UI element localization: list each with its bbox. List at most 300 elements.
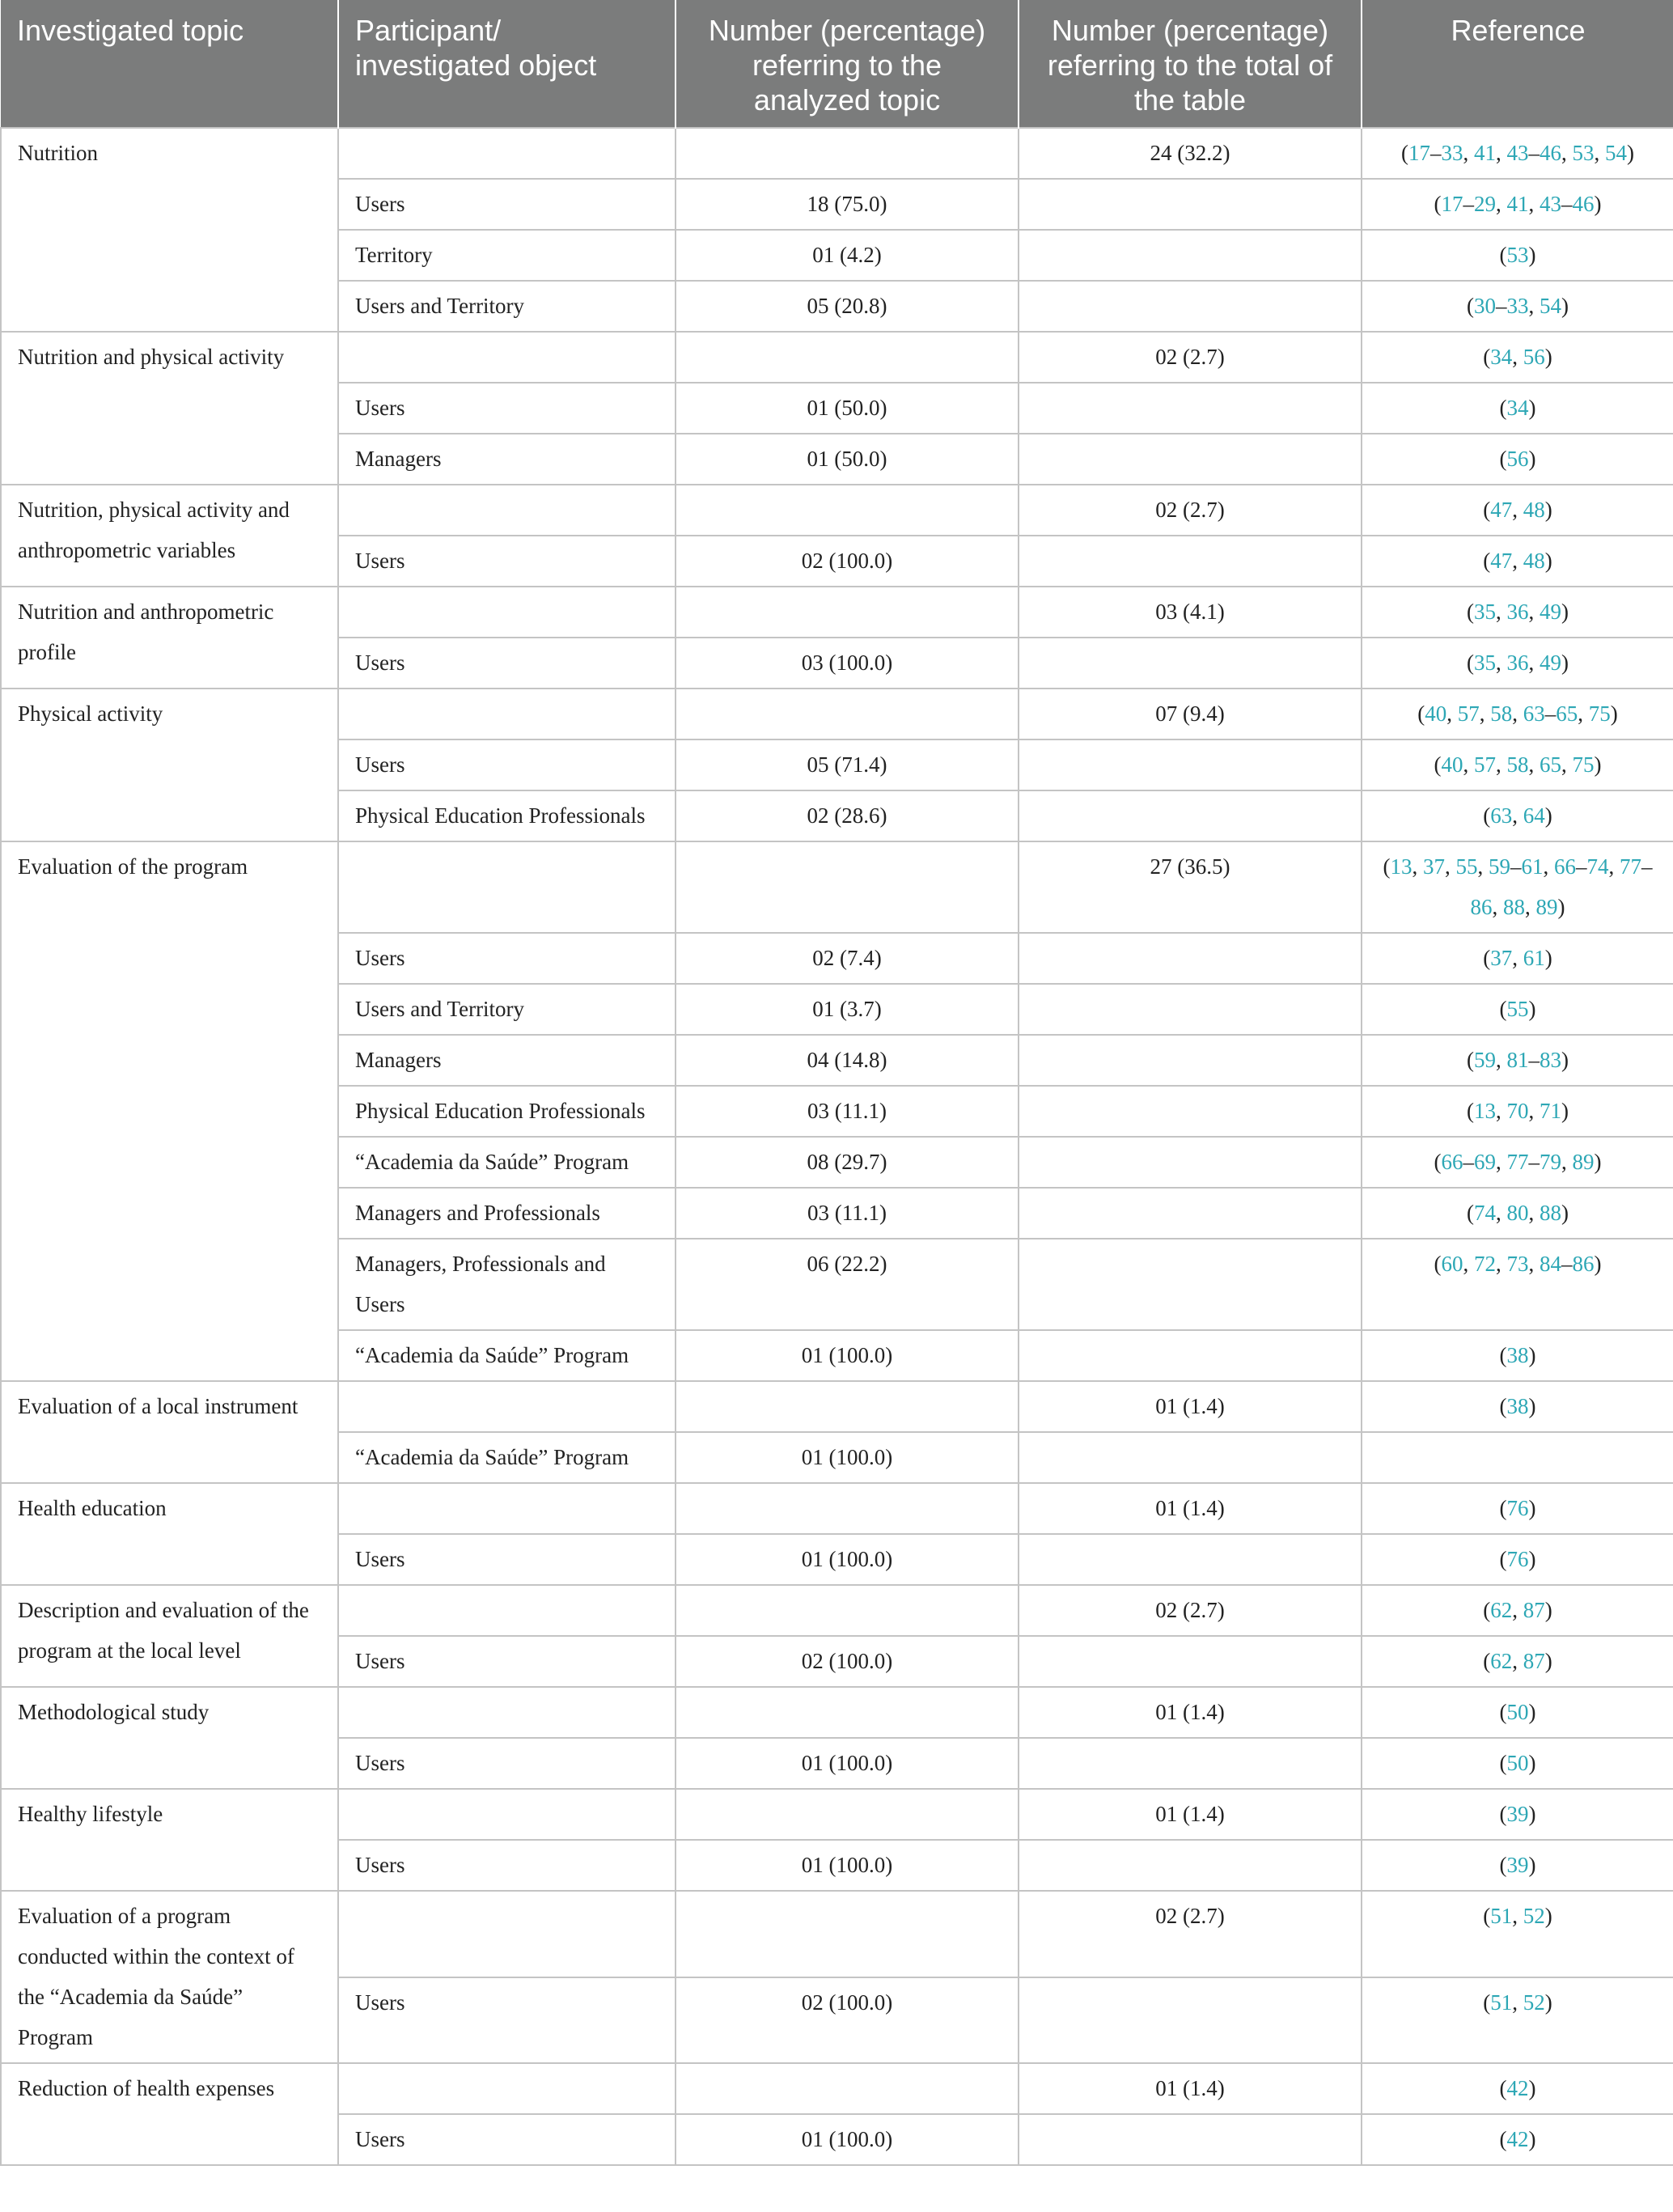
- citation-link[interactable]: 40: [1441, 752, 1463, 777]
- citation-link[interactable]: 33: [1506, 294, 1529, 318]
- participant-cell: [338, 689, 676, 739]
- participant-cell: [338, 1891, 676, 1977]
- reference-cell: [1362, 1188, 1673, 1239]
- reference-punctuation: (: [1499, 2127, 1507, 2151]
- total-cell: [1019, 536, 1362, 587]
- reference-punctuation: ,: [1561, 752, 1573, 777]
- citation-link[interactable]: 70: [1506, 1099, 1529, 1123]
- citation-link[interactable]: 39: [1506, 1853, 1529, 1877]
- reference-punctuation: (: [1483, 803, 1491, 828]
- reference-cell: [1362, 2114, 1673, 2165]
- reference-punctuation: (: [1483, 1904, 1491, 1928]
- reference-cell: [1362, 1891, 1673, 1977]
- citation-link[interactable]: 83: [1540, 1048, 1561, 1072]
- topic-row: [1, 1483, 1673, 1534]
- reference-cell: [1362, 1585, 1673, 1636]
- citation-link[interactable]: 53: [1506, 243, 1529, 267]
- citation-link[interactable]: 53: [1572, 141, 1595, 165]
- total-cell: [1019, 179, 1362, 230]
- participant-cell: Users: [338, 179, 676, 230]
- reference-punctuation: ,: [1543, 854, 1554, 879]
- citation-link[interactable]: 30: [1474, 294, 1496, 318]
- citation-link[interactable]: 79: [1540, 1150, 1561, 1174]
- topic-cell: Healthy lifestyle: [1, 1789, 338, 1891]
- citation-link[interactable]: 74: [1586, 854, 1609, 879]
- citation-link[interactable]: 37: [1423, 854, 1445, 879]
- participant-cell: Users and Territory: [338, 984, 676, 1035]
- citation-link[interactable]: 37: [1490, 946, 1513, 970]
- citation-link[interactable]: 88: [1540, 1201, 1561, 1225]
- citation-link[interactable]: 51: [1490, 1990, 1513, 2015]
- topic-row: [1, 1789, 1673, 1840]
- citation-link[interactable]: 43: [1506, 141, 1529, 165]
- citation-link[interactable]: 86: [1470, 895, 1493, 919]
- reference-cell: [1362, 790, 1673, 841]
- topic-cell: Reduction of health expenses: [1, 2063, 338, 2165]
- reference-punctuation: ): [1561, 650, 1569, 675]
- citation-link[interactable]: 56: [1506, 447, 1529, 471]
- reference-punctuation: ,: [1463, 1252, 1474, 1276]
- citation-link[interactable]: 48: [1523, 549, 1545, 573]
- participant-cell: [338, 841, 676, 933]
- citation-link[interactable]: 76: [1506, 1547, 1529, 1571]
- count-cell: [676, 689, 1019, 739]
- count-cell: 01 (4.2): [676, 230, 1019, 281]
- citation-link[interactable]: 84: [1540, 1252, 1561, 1276]
- count-cell: 06 (22.2): [676, 1239, 1019, 1330]
- reference-punctuation: ,: [1477, 854, 1489, 879]
- reference-punctuation: ): [1528, 1496, 1536, 1520]
- citation-link[interactable]: 13: [1474, 1099, 1496, 1123]
- reference-punctuation: ,: [1496, 141, 1507, 165]
- topic-cell: Health education: [1, 1483, 338, 1585]
- participant-cell: Users: [338, 1738, 676, 1789]
- citation-link[interactable]: 41: [1506, 192, 1529, 216]
- reference-cell: [1362, 1789, 1673, 1840]
- reference-punctuation: ): [1544, 1904, 1552, 1928]
- citation-link[interactable]: 86: [1572, 1252, 1595, 1276]
- topic-cell: Evaluation of a program conducted within the context of the “Academia da Saúde” Program: [1, 1891, 338, 2063]
- citation-link[interactable]: 63: [1523, 701, 1545, 726]
- reference-punctuation: ): [1561, 1048, 1569, 1072]
- citation-link[interactable]: 66: [1554, 854, 1576, 879]
- total-cell: 02 (2.7): [1019, 1891, 1362, 1977]
- participant-cell: Users: [338, 933, 676, 984]
- reference-punctuation: ,: [1561, 141, 1573, 165]
- total-cell: [1019, 1086, 1362, 1137]
- citation-link[interactable]: 72: [1474, 1252, 1496, 1276]
- reference-punctuation: (: [1434, 192, 1442, 216]
- reference-cell: [1362, 933, 1673, 984]
- citation-link[interactable]: 65: [1540, 752, 1561, 777]
- citation-link[interactable]: 47: [1490, 549, 1513, 573]
- topic-row: [1, 587, 1673, 638]
- count-cell: 02 (100.0): [676, 1977, 1019, 2064]
- reference-cell: [1362, 179, 1673, 230]
- count-cell: 01 (100.0): [676, 1432, 1019, 1483]
- citation-link[interactable]: 77: [1620, 854, 1641, 879]
- reference-punctuation: –: [1496, 294, 1507, 318]
- citation-link[interactable]: 62: [1490, 1598, 1513, 1622]
- total-cell: 03 (4.1): [1019, 587, 1362, 638]
- total-cell: [1019, 434, 1362, 485]
- reference-punctuation: ): [1528, 1394, 1536, 1418]
- total-cell: 01 (1.4): [1019, 1483, 1362, 1534]
- reference-cell: [1362, 984, 1673, 1035]
- reference-punctuation: (: [1499, 1343, 1507, 1367]
- reference-cell: [1362, 1483, 1673, 1534]
- citation-link[interactable]: 55: [1506, 997, 1529, 1021]
- reference-punctuation: ,: [1528, 752, 1540, 777]
- participant-cell: Users: [338, 1977, 676, 2064]
- citation-link[interactable]: 57: [1457, 701, 1480, 726]
- reference-cell: [1362, 689, 1673, 739]
- reference-punctuation: ,: [1561, 1150, 1573, 1174]
- citation-link[interactable]: 13: [1390, 854, 1413, 879]
- citation-link[interactable]: 61: [1523, 946, 1545, 970]
- citation-link[interactable]: 57: [1474, 752, 1496, 777]
- citation-link[interactable]: 65: [1556, 701, 1578, 726]
- count-cell: 05 (20.8): [676, 281, 1019, 332]
- reference-punctuation: (: [1483, 1598, 1491, 1622]
- citation-link[interactable]: 43: [1540, 192, 1561, 216]
- participant-cell: Managers, Professionals and Users: [338, 1239, 676, 1330]
- total-cell: [1019, 2114, 1362, 2165]
- citation-link[interactable]: 46: [1540, 141, 1561, 165]
- count-cell: [676, 1789, 1019, 1840]
- count-cell: 01 (100.0): [676, 1534, 1019, 1585]
- table-body: [1, 128, 1673, 2165]
- reference-cell: [1362, 587, 1673, 638]
- participant-cell: [338, 1789, 676, 1840]
- participant-cell: Physical Education Professionals: [338, 790, 676, 841]
- citation-link[interactable]: 73: [1506, 1252, 1529, 1276]
- total-cell: [1019, 383, 1362, 434]
- participant-cell: Users: [338, 1636, 676, 1687]
- reference-punctuation: ,: [1496, 752, 1507, 777]
- reference-punctuation: (: [1499, 1496, 1507, 1520]
- count-cell: 01 (100.0): [676, 1330, 1019, 1381]
- reference-punctuation: ): [1594, 1252, 1602, 1276]
- total-cell: [1019, 1534, 1362, 1585]
- reference-punctuation: ): [1594, 192, 1602, 216]
- citation-link[interactable]: 49: [1540, 600, 1561, 624]
- citation-link[interactable]: 38: [1506, 1343, 1529, 1367]
- total-cell: [1019, 1035, 1362, 1086]
- reference-punctuation: –: [1641, 854, 1653, 879]
- total-cell: [1019, 790, 1362, 841]
- citation-link[interactable]: 50: [1506, 1751, 1529, 1775]
- reference-punctuation: ): [1557, 895, 1565, 919]
- citation-link[interactable]: 61: [1521, 854, 1544, 879]
- reference-cell: [1362, 434, 1673, 485]
- total-cell: [1019, 638, 1362, 689]
- reference-punctuation: ,: [1528, 650, 1540, 675]
- reference-cell: [1362, 1840, 1673, 1891]
- reference-punctuation: (: [1499, 1802, 1507, 1826]
- citation-link[interactable]: 35: [1474, 650, 1496, 675]
- citation-link[interactable]: 74: [1474, 1201, 1496, 1225]
- citation-link[interactable]: 47: [1490, 498, 1513, 522]
- reference-punctuation: ): [1627, 141, 1634, 165]
- topic-row: [1, 1687, 1673, 1738]
- reference-punctuation: ,: [1528, 1201, 1540, 1225]
- citation-link[interactable]: 54: [1605, 141, 1627, 165]
- reference-punctuation: ): [1528, 997, 1536, 1021]
- count-cell: [676, 485, 1019, 536]
- reference-punctuation: (: [1401, 141, 1408, 165]
- reference-cell: [1362, 1330, 1673, 1381]
- citation-link[interactable]: 88: [1503, 895, 1525, 919]
- total-cell: [1019, 1840, 1362, 1891]
- total-cell: 01 (1.4): [1019, 1381, 1362, 1432]
- reference-punctuation: (: [1467, 1048, 1474, 1072]
- citation-link[interactable]: 29: [1474, 192, 1496, 216]
- citation-link[interactable]: 69: [1474, 1150, 1496, 1174]
- topic-row: [1, 1891, 1673, 1977]
- reference-punctuation: ,: [1496, 192, 1507, 216]
- total-cell: [1019, 984, 1362, 1035]
- reference-cell: [1362, 1687, 1673, 1738]
- citation-link[interactable]: 89: [1535, 895, 1558, 919]
- citation-link[interactable]: 58: [1490, 701, 1513, 726]
- reference-cell: [1362, 1137, 1673, 1188]
- citation-link[interactable]: 55: [1455, 854, 1478, 879]
- reference-cell: [1362, 1381, 1673, 1432]
- citation-link[interactable]: 60: [1441, 1252, 1463, 1276]
- topic-row: [1, 1585, 1673, 1636]
- reference-cell: [1362, 638, 1673, 689]
- participant-cell: Users: [338, 1534, 676, 1585]
- reference-punctuation: ,: [1463, 752, 1474, 777]
- citation-link[interactable]: 56: [1523, 345, 1545, 369]
- reference-punctuation: ,: [1528, 1099, 1540, 1123]
- reference-cell: [1362, 1035, 1673, 1086]
- citation-link[interactable]: 50: [1506, 1700, 1529, 1724]
- citation-link[interactable]: 52: [1523, 1904, 1545, 1928]
- participant-cell: Managers and Professionals: [338, 1188, 676, 1239]
- reference-cell: [1362, 1086, 1673, 1137]
- reference-punctuation: ,: [1512, 946, 1523, 970]
- total-cell: [1019, 1137, 1362, 1188]
- reference-cell: [1362, 1977, 1673, 2064]
- citation-link[interactable]: 59: [1489, 854, 1510, 879]
- reference-punctuation: –: [1510, 854, 1522, 879]
- reference-punctuation: (: [1467, 650, 1474, 675]
- count-cell: 01 (100.0): [676, 1738, 1019, 1789]
- citation-link[interactable]: 76: [1506, 1496, 1529, 1520]
- citation-link[interactable]: 35: [1474, 600, 1496, 624]
- reference-cell: [1362, 128, 1673, 179]
- topic-cell: Physical activity: [1, 689, 338, 841]
- reference-cell: [1362, 485, 1673, 536]
- reference-punctuation: (: [1434, 752, 1442, 777]
- reference-punctuation: –: [1463, 1150, 1474, 1174]
- citation-link[interactable]: 66: [1441, 1150, 1463, 1174]
- total-cell: [1019, 1738, 1362, 1789]
- citation-link[interactable]: 34: [1506, 396, 1529, 420]
- reference-punctuation: ,: [1445, 854, 1456, 879]
- reference-punctuation: ,: [1528, 294, 1540, 318]
- reference-punctuation: (: [1483, 946, 1491, 970]
- reference-punctuation: ,: [1512, 803, 1523, 828]
- header-number-analyzed-topic: Number (percentage) referring to the analyzed topic: [676, 0, 1019, 128]
- reference-punctuation: ,: [1528, 192, 1540, 216]
- header-investigated-topic: Investigated topic: [1, 0, 338, 128]
- citation-link[interactable]: 52: [1523, 1990, 1545, 2015]
- total-cell: 01 (1.4): [1019, 1687, 1362, 1738]
- citation-link[interactable]: 48: [1523, 498, 1545, 522]
- topic-cell: Evaluation of the program: [1, 841, 338, 1381]
- participant-cell: [338, 128, 676, 179]
- citation-link[interactable]: 17: [1408, 141, 1430, 165]
- count-cell: [676, 2063, 1019, 2114]
- reference-punctuation: ): [1544, 1649, 1552, 1673]
- count-cell: 03 (100.0): [676, 638, 1019, 689]
- count-cell: 02 (7.4): [676, 933, 1019, 984]
- total-cell: [1019, 1188, 1362, 1239]
- reference-cell: [1362, 1636, 1673, 1687]
- table-header: [1, 0, 1673, 128]
- participant-cell: Managers: [338, 434, 676, 485]
- citation-link[interactable]: 39: [1506, 1802, 1529, 1826]
- citation-link[interactable]: 36: [1506, 600, 1529, 624]
- reference-punctuation: ): [1544, 1990, 1552, 2015]
- reference-punctuation: ,: [1525, 895, 1536, 919]
- citation-link[interactable]: 36: [1506, 650, 1529, 675]
- reference-punctuation: ,: [1496, 600, 1507, 624]
- reference-punctuation: (: [1483, 1649, 1491, 1673]
- reference-punctuation: –: [1561, 192, 1573, 216]
- total-cell: [1019, 1977, 1362, 2064]
- header-number-total-table: Number (percentage) referring to the total of the table: [1019, 0, 1362, 128]
- citation-link[interactable]: 40: [1425, 701, 1447, 726]
- reference-cell: [1362, 1738, 1673, 1789]
- citation-link[interactable]: 46: [1572, 192, 1595, 216]
- citation-link[interactable]: 54: [1540, 294, 1561, 318]
- count-cell: 03 (11.1): [676, 1188, 1019, 1239]
- reference-punctuation: (: [1499, 1700, 1507, 1724]
- citation-link[interactable]: 62: [1490, 1649, 1513, 1673]
- citation-link[interactable]: 49: [1540, 650, 1561, 675]
- participant-cell: [338, 587, 676, 638]
- citation-link[interactable]: 81: [1506, 1048, 1529, 1072]
- participant-cell: [338, 1687, 676, 1738]
- reference-punctuation: –: [1576, 854, 1587, 879]
- reference-punctuation: ,: [1492, 895, 1503, 919]
- reference-punctuation: ,: [1446, 701, 1458, 726]
- reference-punctuation: ): [1528, 1343, 1536, 1367]
- count-cell: [676, 128, 1019, 179]
- citation-link[interactable]: 17: [1441, 192, 1463, 216]
- reference-punctuation: ): [1528, 447, 1536, 471]
- topic-cell: Nutrition and anthropometric profile: [1, 587, 338, 689]
- citation-link[interactable]: 64: [1523, 803, 1545, 828]
- count-cell: 02 (100.0): [676, 536, 1019, 587]
- reference-punctuation: (: [1467, 1201, 1474, 1225]
- reference-punctuation: (: [1483, 1990, 1491, 2015]
- reference-punctuation: ,: [1479, 701, 1491, 726]
- reference-punctuation: ,: [1512, 345, 1523, 369]
- citation-link[interactable]: 87: [1523, 1598, 1545, 1622]
- citation-link[interactable]: 59: [1474, 1048, 1496, 1072]
- citation-link[interactable]: 38: [1506, 1394, 1529, 1418]
- total-cell: [1019, 281, 1362, 332]
- reference-punctuation: (: [1467, 600, 1474, 624]
- citation-link[interactable]: 63: [1490, 803, 1513, 828]
- reference-punctuation: ): [1561, 294, 1569, 318]
- citation-link[interactable]: 34: [1490, 345, 1513, 369]
- participant-cell: Users: [338, 1840, 676, 1891]
- count-cell: 01 (50.0): [676, 434, 1019, 485]
- participant-cell: “Academia da Saúde” Program: [338, 1330, 676, 1381]
- count-cell: 02 (100.0): [676, 1636, 1019, 1687]
- citation-link[interactable]: 89: [1572, 1150, 1595, 1174]
- header-row: [1, 0, 1673, 128]
- citation-link[interactable]: 71: [1540, 1099, 1561, 1123]
- citation-link[interactable]: 77: [1506, 1150, 1529, 1174]
- reference-punctuation: (: [1499, 243, 1507, 267]
- participant-cell: Users: [338, 638, 676, 689]
- reference-punctuation: ,: [1512, 1649, 1523, 1673]
- citation-link[interactable]: 58: [1506, 752, 1529, 777]
- topic-row: [1, 485, 1673, 536]
- participant-cell: Territory: [338, 230, 676, 281]
- total-cell: 02 (2.7): [1019, 485, 1362, 536]
- citation-link[interactable]: 87: [1523, 1649, 1545, 1673]
- reference-punctuation: ,: [1512, 549, 1523, 573]
- reference-punctuation: ,: [1463, 141, 1474, 165]
- count-cell: 18 (75.0): [676, 179, 1019, 230]
- citation-link[interactable]: 42: [1506, 2127, 1529, 2151]
- citation-link[interactable]: 51: [1490, 1904, 1513, 1928]
- participant-cell: Managers: [338, 1035, 676, 1086]
- citation-link[interactable]: 75: [1588, 701, 1611, 726]
- citation-link[interactable]: 80: [1506, 1201, 1529, 1225]
- reference-punctuation: ): [1528, 243, 1536, 267]
- topic-cell: Evaluation of a local instrument: [1, 1381, 338, 1483]
- reference-punctuation: ): [1594, 752, 1602, 777]
- reference-punctuation: ): [1528, 2127, 1536, 2151]
- reference-cell: [1362, 332, 1673, 383]
- reference-punctuation: (: [1434, 1252, 1442, 1276]
- citation-link[interactable]: 33: [1441, 141, 1463, 165]
- reference-punctuation: ): [1561, 1099, 1569, 1123]
- reference-punctuation: (: [1499, 1394, 1507, 1418]
- reference-cell: [1362, 383, 1673, 434]
- reference-punctuation: (: [1383, 854, 1391, 879]
- count-cell: [676, 1381, 1019, 1432]
- participant-cell: [338, 485, 676, 536]
- topic-cell: Nutrition, physical activity and anthropometric variables: [1, 485, 338, 587]
- reference-punctuation: (: [1417, 701, 1425, 726]
- reference-cell: [1362, 281, 1673, 332]
- participant-cell: [338, 1585, 676, 1636]
- citation-link[interactable]: 75: [1572, 752, 1595, 777]
- count-cell: 08 (29.7): [676, 1137, 1019, 1188]
- total-cell: [1019, 1239, 1362, 1330]
- reference-punctuation: ): [1544, 498, 1552, 522]
- citation-link[interactable]: 41: [1474, 141, 1496, 165]
- citation-link[interactable]: 42: [1506, 2076, 1529, 2100]
- reference-punctuation: (: [1499, 1853, 1507, 1877]
- reference-punctuation: (: [1499, 396, 1507, 420]
- reference-punctuation: –: [1528, 141, 1540, 165]
- count-cell: 04 (14.8): [676, 1035, 1019, 1086]
- topic-row: [1, 128, 1673, 179]
- participant-cell: [338, 1381, 676, 1432]
- participant-cell: [338, 1483, 676, 1534]
